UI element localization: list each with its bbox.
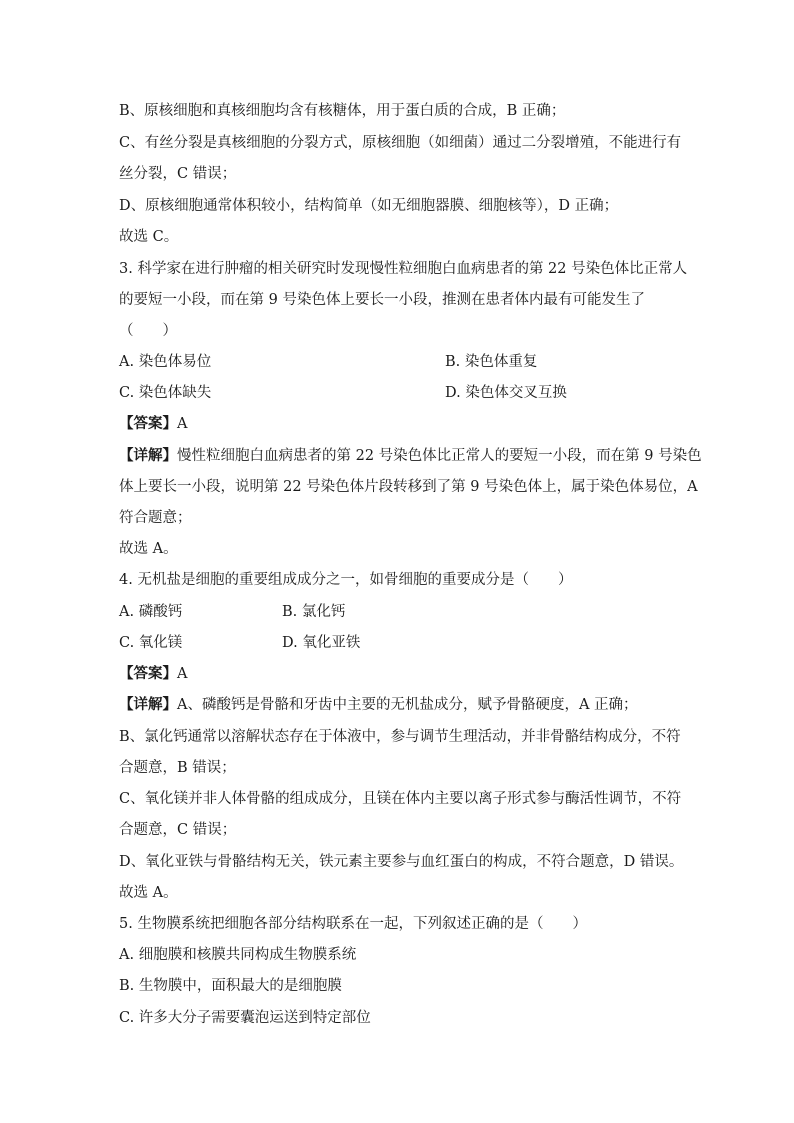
- answer-value: A: [177, 416, 188, 432]
- q4-conclusion: 故选 A。: [119, 885, 178, 901]
- q4-option-d: D. 氧化亚铁: [282, 635, 361, 651]
- q3-stem-line2: 的要短一小段，而在第 9 号染色体上要长一小段，推测在患者体内最有可能发生了: [119, 292, 645, 308]
- detail-label: 【详解】: [119, 696, 177, 713]
- detail-text: A、磷酸钙是骨骼和牙齿中主要的无机盐成分，赋予骨骼硬度，A 正确；: [177, 697, 638, 713]
- prev-conclusion: 故选 C。: [119, 229, 179, 245]
- prev-option-d-explanation: D、原核细胞通常体积较小，结构简单（如无细胞器膜、细胞核等），D 正确；: [119, 198, 619, 214]
- q4-stem: 4. 无机盐是细胞的重要组成成分之一，如骨细胞的重要成分是（ ）: [119, 572, 573, 588]
- q3-detail-line1: [119, 446, 702, 466]
- q4-option-a: A. 磷酸钙: [119, 604, 183, 620]
- q3-answer: [119, 414, 187, 434]
- q4-detail-b-line2: 合题意，B 错误；: [119, 760, 236, 776]
- answer-label: 【答案】: [119, 665, 177, 682]
- q3-conclusion: 故选 A。: [119, 541, 178, 557]
- prev-option-c-explanation-line1: C、有丝分裂是真核细胞的分裂方式，原核细胞（如细菌）通过二分裂增殖，不能进行有: [119, 135, 682, 151]
- q4-option-c: C. 氧化镁: [119, 635, 183, 651]
- q4-detail-d: D、氧化亚铁与骨骼结构无关，铁元素主要参与血红蛋白的构成，不符合题意，D 错误。: [119, 854, 684, 870]
- q3-detail-line2: 体上要长一小段，说明第 22 号染色体片段转移到了第 9 号染色体上，属于染色体易位，A: [119, 479, 698, 495]
- q4-detail-c-line1: C、氧化镁并非人体骨骼的组成成分，且镁在体内主要以离子形式参与酶活性调节，不符: [119, 791, 682, 807]
- q3-stem-line3: （ ）: [119, 323, 177, 339]
- answer-label: 【答案】: [119, 415, 177, 432]
- answer-value: A: [177, 666, 188, 682]
- q3-stem-line1: 3. 科学家在进行肿瘤的相关研究时发现慢性粒细胞白血病患者的第 22 号染色体比正常人: [119, 261, 688, 277]
- detail-text: 慢性粒细胞白血病患者的第 22 号染色体比正常人的要短一小段，而在第 9 号染色: [177, 448, 702, 464]
- q4-detail-b-line1: B、氯化钙通常以溶解状态存在于体液中，参与调节生理活动，并非骨骼结构成分，不符: [119, 729, 681, 745]
- q3-detail-line3: 符合题意；: [119, 510, 192, 526]
- q4-answer: [119, 664, 187, 684]
- q5-stem: 5. 生物膜系统把细胞各部分结构联系在一起，下列叙述正确的是（ ）: [119, 916, 587, 932]
- q5-option-c: C. 许多大分子需要囊泡运送到特定部位: [119, 1010, 371, 1026]
- q5-option-a: A. 细胞膜和核膜共同构成生物膜系统: [119, 947, 357, 963]
- prev-option-c-explanation-line2: 丝分裂，C 错误；: [119, 166, 237, 182]
- q3-option-a: A. 染色体易位: [119, 354, 212, 370]
- q5-option-b: B. 生物膜中，面积最大的是细胞膜: [119, 978, 342, 994]
- prev-option-b-explanation: B、原核细胞和真核细胞均含有核糖体，用于蛋白质的合成，B 正确；: [119, 103, 566, 119]
- q3-option-d: D. 染色体交叉互换: [445, 385, 567, 401]
- q4-option-b: B. 氯化钙: [282, 604, 346, 620]
- q3-option-c: C. 染色体缺失: [119, 385, 212, 401]
- q4-detail-c-line2: 合题意，C 错误；: [119, 822, 237, 838]
- q4-detail-a: [119, 695, 638, 715]
- q3-option-b: B. 染色体重复: [445, 354, 538, 370]
- detail-label: 【详解】: [119, 447, 177, 464]
